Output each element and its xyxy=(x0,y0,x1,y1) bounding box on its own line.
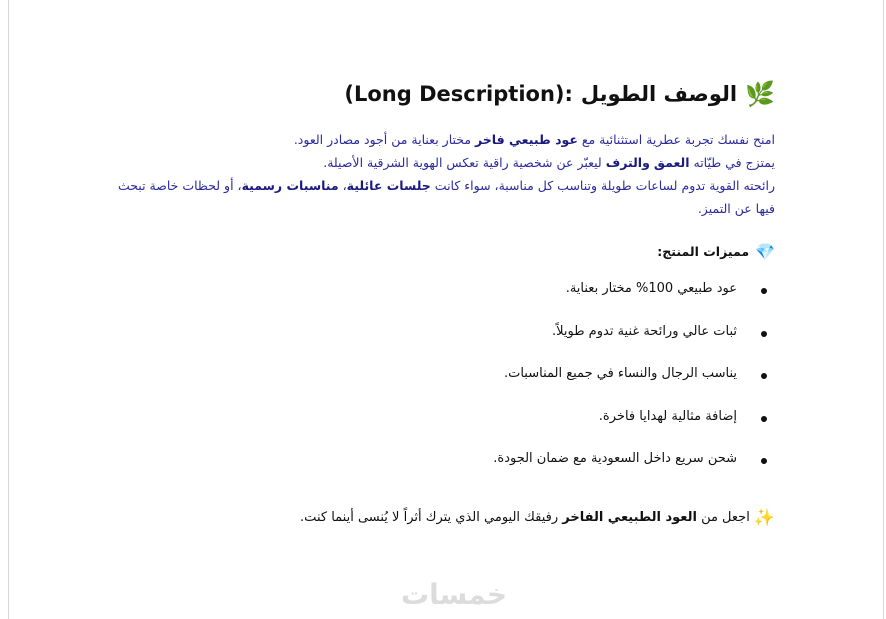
document-page xyxy=(8,0,884,619)
description-line-1: امنح نفسك تجربة عطرية استثنائية مع عود طبيعي فاخر مختار بعناية من أجود مصادر العود. xyxy=(293,132,775,147)
watermark-logo: خمسات xyxy=(400,578,508,611)
list-item: عود طبيعي 100% مختار بعناية. xyxy=(115,281,737,324)
heading-arabic: الوصف الطويل xyxy=(580,82,738,106)
section-heading xyxy=(115,82,775,106)
closing-line: ✨ اجعل من العود الطبيعي الفاخر رفيقك اليومي الذي يترك أثراً لا يُنسى أينما كنت. xyxy=(300,507,775,528)
heading-english: (Long Description): xyxy=(344,82,573,106)
gem-icon: 💎 xyxy=(755,242,775,261)
description-line-3: رائحته القوية تدوم لساعات طويلة وتناسب كل مناسبة، سواء كانت جلسات عائلية، مناسبات رسمية، أو لحظات خاصة تبحث فيها عن التميز. xyxy=(117,178,775,216)
list-item: شحن سريع داخل السعودية مع ضمان الجودة. xyxy=(115,451,737,494)
features-title: 💎 مميزات المنتج: xyxy=(657,242,775,261)
bold-phrase: والترف xyxy=(605,155,650,170)
bold-phrase: العمق xyxy=(653,155,690,170)
bold-phrase: جلسات عائلية xyxy=(346,178,431,193)
bold-phrase: مناسبات رسمية xyxy=(241,178,339,193)
bold-phrase: عود طبيعي فاخر xyxy=(475,132,578,147)
features-list xyxy=(115,281,775,494)
content-area xyxy=(115,82,775,528)
bold-phrase: العود الطبيعي الفاخر xyxy=(562,510,697,525)
list-item: إضافة مثالية لهدايا فاخرة. xyxy=(115,409,737,452)
long-description xyxy=(115,128,775,220)
leaf-icon: 🌿 xyxy=(745,80,775,108)
list-item: يناسب الرجال والنساء في جميع المناسبات. xyxy=(115,366,737,409)
list-item: ثبات عالي ورائحة غنية تدوم طويلاً. xyxy=(115,324,737,367)
sparkles-icon: ✨ xyxy=(753,507,775,528)
description-line-2: يمتزج في طيّاته العمق والترف ليعبّر عن شخصية راقية تعكس الهوية الشرقية الأصيلة. xyxy=(323,155,775,170)
